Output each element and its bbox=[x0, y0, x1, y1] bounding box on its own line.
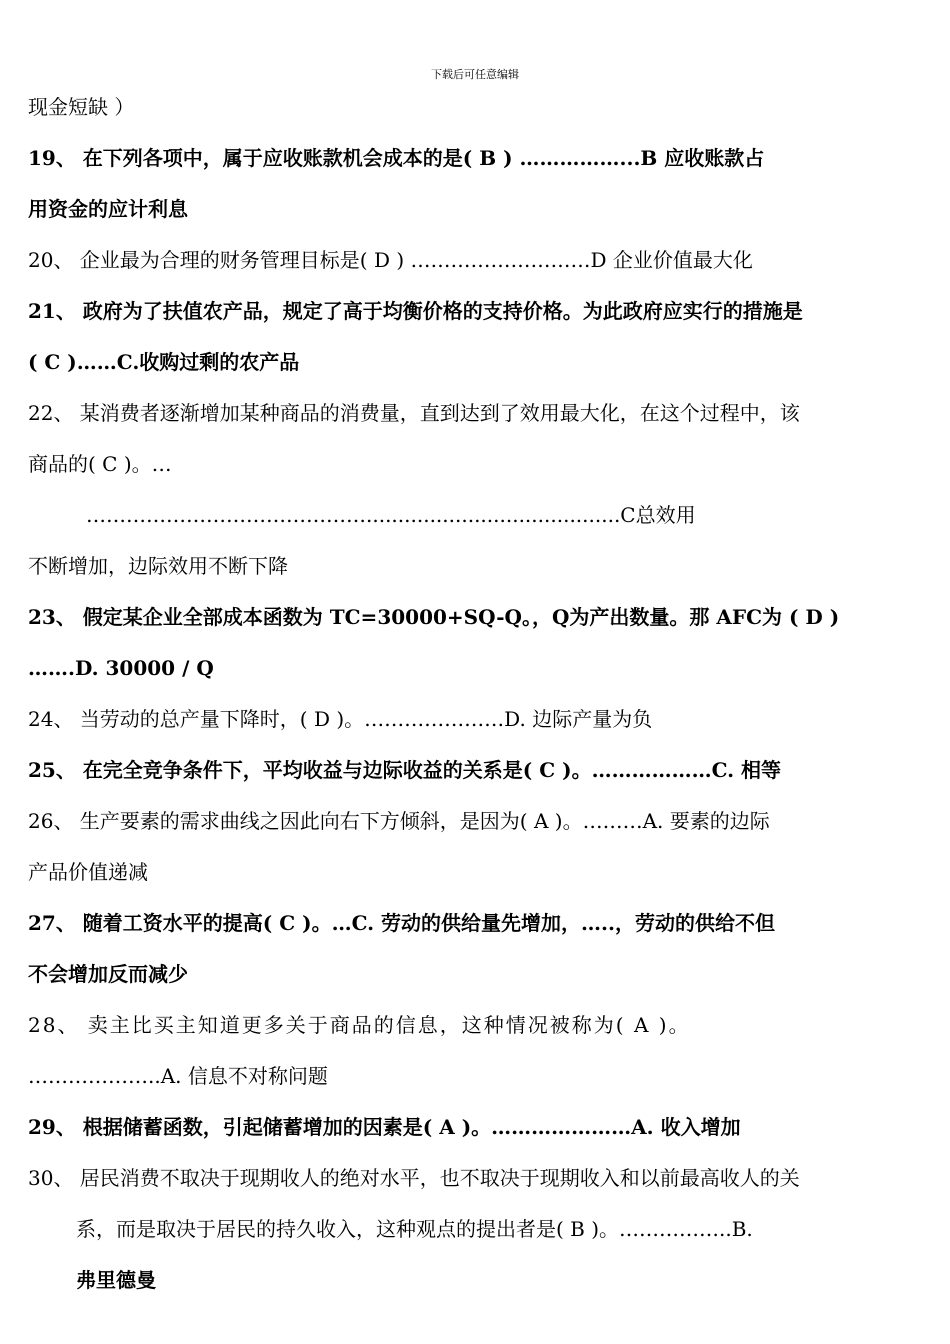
question-19-cont: 用资金的应计利息 bbox=[28, 197, 188, 221]
question-22: 22、 某消费者逐渐增加某种商品的消费量，直到达到了效用最大化，在这个过程中，该 bbox=[28, 401, 800, 425]
question-30-answer: 弗里德曼 bbox=[76, 1268, 156, 1292]
question-29: 29、 根据储蓄函数，引起储蓄增加的因素是( A )。…………………A. 收入增加 bbox=[28, 1115, 741, 1139]
question-25: 25、 在完全竞争条件下，平均收益与边际收益的关系是( C )。………………C. 相等 bbox=[28, 758, 782, 782]
text-line: 现金短缺 ） bbox=[28, 95, 135, 119]
question-27: 27、 随着工资水平的提高( C )。…C. 劳动的供给量先增加，…..，劳动的供给不但 bbox=[28, 911, 775, 935]
question-22-cont: 商品的( C )。… bbox=[28, 452, 172, 476]
question-19: 19、 在下列各项中，属于应收账款机会成本的是( B ) ……………...B 应收账款占 bbox=[28, 146, 765, 170]
question-22-cont2: ……………………………………........................................C总效用 bbox=[86, 503, 696, 527]
question-21-cont: ( C )……C.收购过剩的农产品 bbox=[28, 350, 300, 374]
question-26-cont: 产品价值递减 bbox=[28, 860, 148, 884]
document-body bbox=[28, 82, 928, 1306]
question-21: 21、 政府为了扶值农产品，规定了高于均衡价格的支持价格。为此政府应实行的措施是 bbox=[28, 299, 803, 323]
question-30-cont: 系，而是取决于居民的持久收入，这种观点的提出者是( B )。……………..B. bbox=[76, 1217, 753, 1241]
page-header: 下载后可任意编辑 bbox=[431, 68, 519, 81]
question-28-cont: ………………..A. 信息不对称问题 bbox=[28, 1064, 328, 1088]
question-20: 20、 企业最为合理的财务管理目标是( D ) ………………………D 企业价值最大化 bbox=[28, 248, 753, 272]
question-22-cont3: 不断增加，边际效用不断下降 bbox=[28, 554, 288, 578]
question-30: 30、 居民消费不取决于现期收人的绝对水平，也不取决于现期收入和以前最高收人的关 bbox=[28, 1166, 800, 1190]
question-24: 24、 当劳动的总产量下降时，( D )。…………………D. 边际产量为负 bbox=[28, 707, 653, 731]
question-27-cont: 不会增加反而减少 bbox=[28, 962, 188, 986]
question-23-cont: …….D. 30000 / Q bbox=[28, 656, 214, 680]
question-28: 28、 卖主比买主知道更多关于商品的信息，这种情况被称为( A )。 bbox=[28, 1013, 691, 1037]
question-23: 23、 假定某企业全部成本函数为 TC=30000+SQ-Q。，Q为产出数量。那 AFC为 ( D ) bbox=[28, 605, 840, 629]
question-26: 26、 生产要素的需求曲线之因此向右下方倾斜，是因为( A )。………A. 要素的边际 bbox=[28, 809, 770, 833]
